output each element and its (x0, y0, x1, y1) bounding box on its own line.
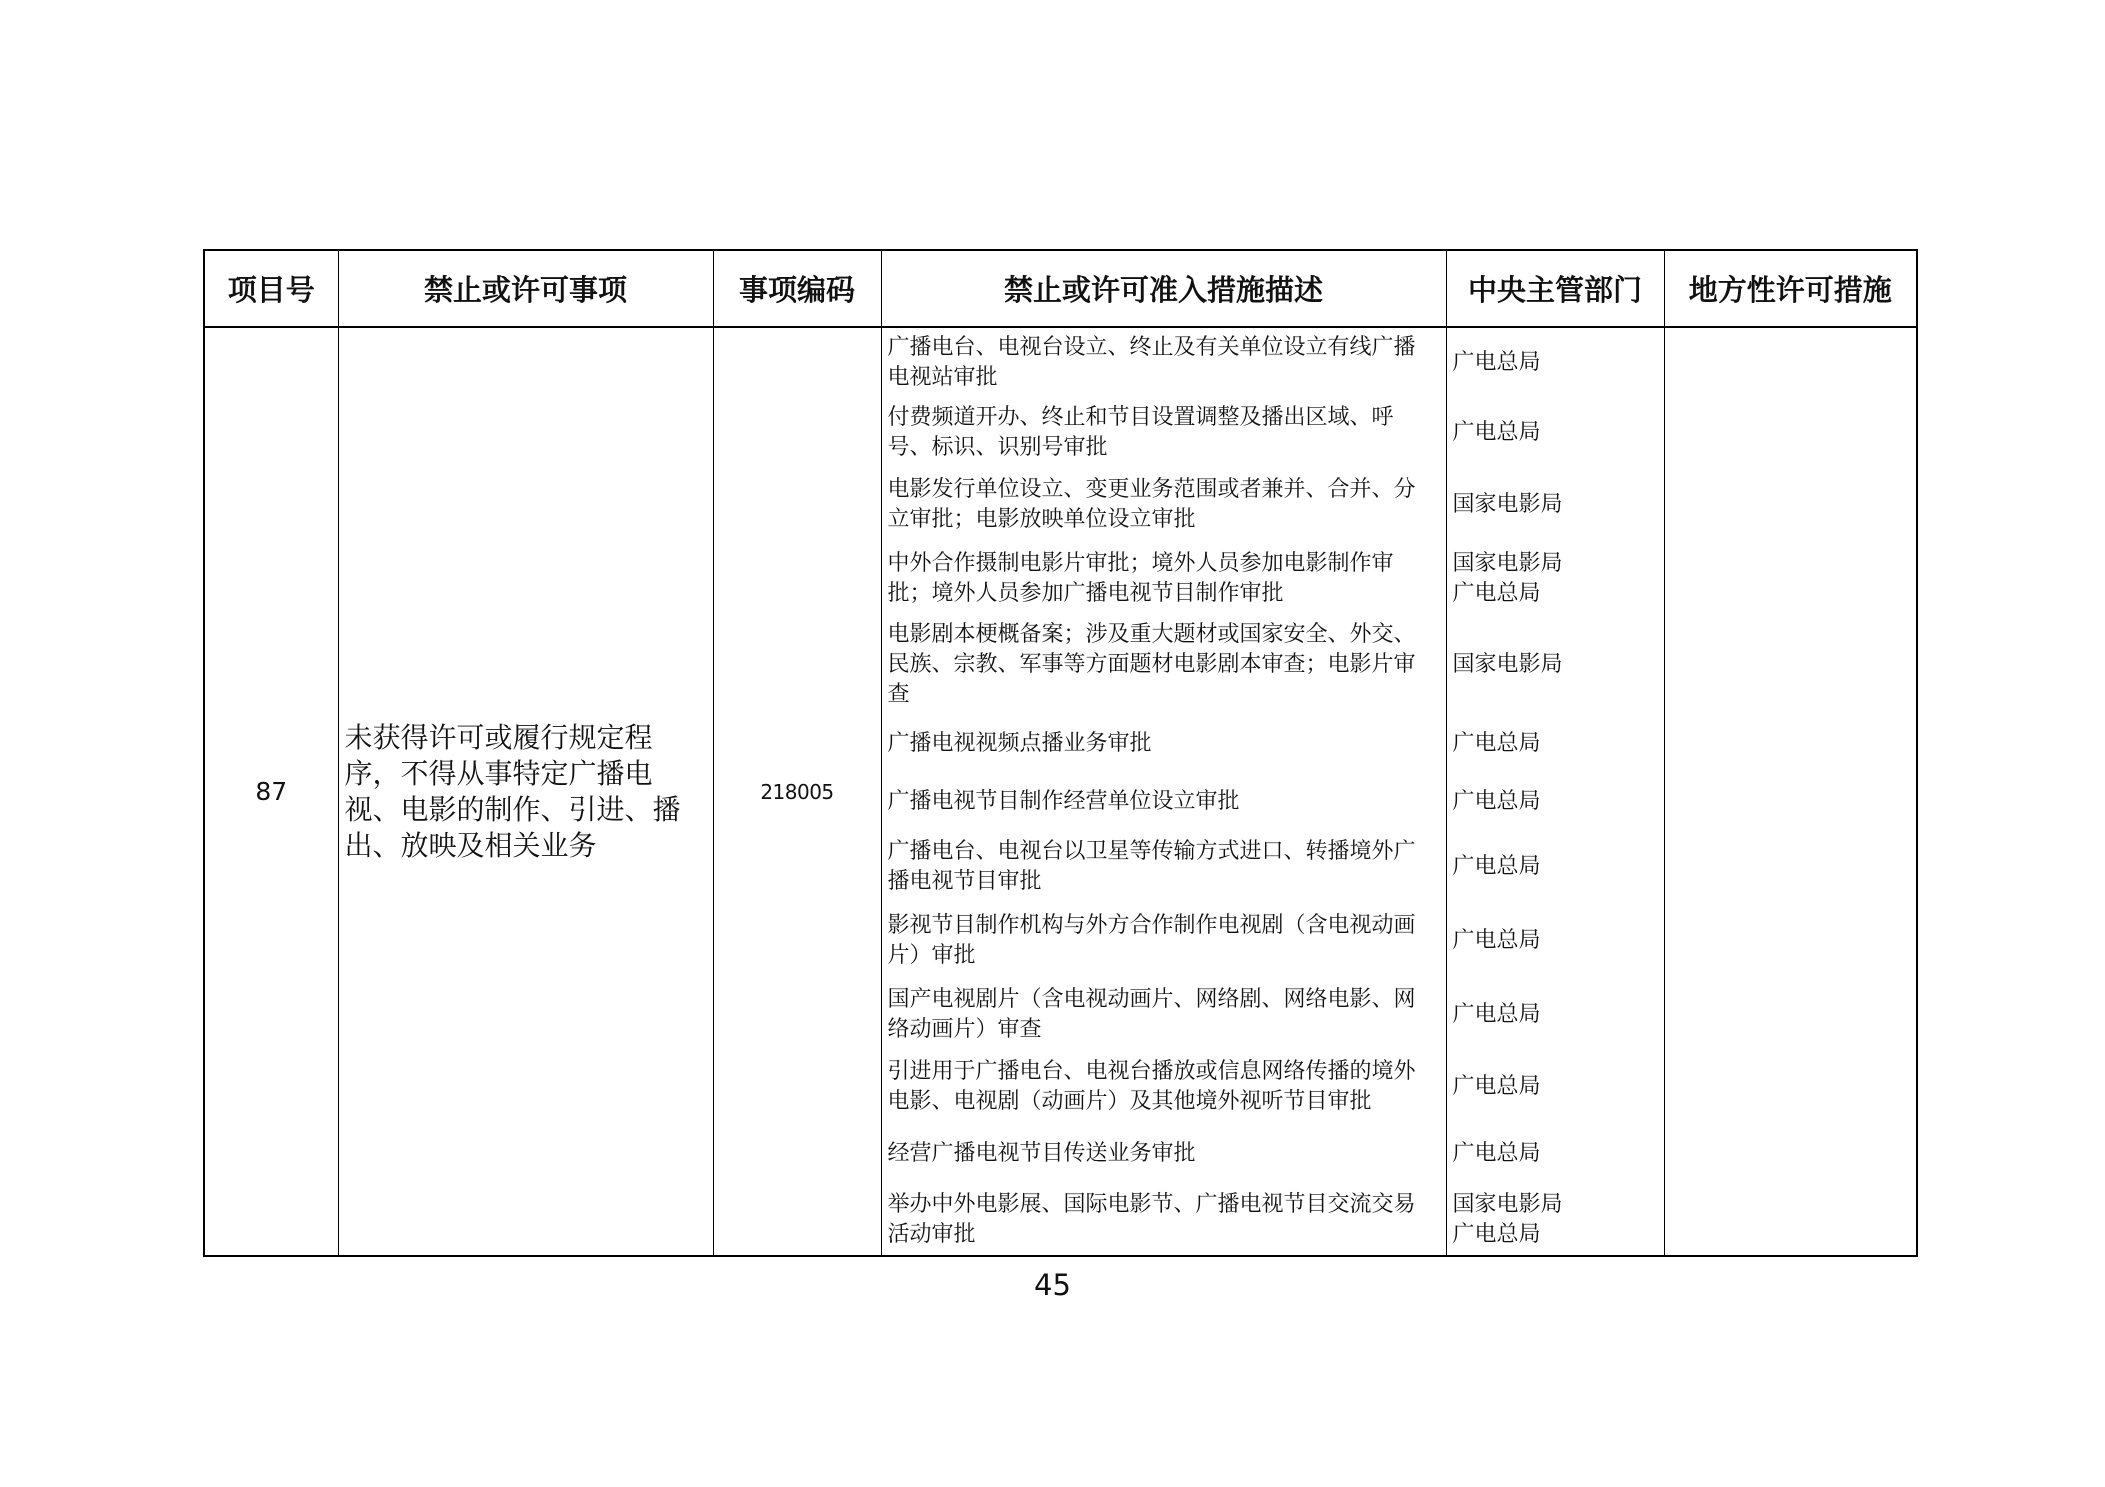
local-measure-cell (1664, 327, 1917, 1256)
department-name: 国家电影局 (1452, 550, 1563, 576)
department (1446, 773, 1664, 830)
measure-description: 经营广播电视节目传送业务审批 (881, 1123, 1446, 1184)
table-body (204, 327, 1917, 1256)
measure-description: 举办中外电影展、国际电影节、广播电视节目交流交易活动审批 (881, 1184, 1446, 1256)
department-name: 广电总局 (1452, 580, 1541, 606)
department (1446, 615, 1664, 715)
measure-description: 广播电视视频点播业务审批 (881, 715, 1446, 773)
department-name: 国家电影局 (1452, 1191, 1563, 1217)
permit-table (203, 249, 1918, 1257)
page-number: 45 (1034, 1268, 1071, 1302)
header-local-measure: 地方性许可措施 (1664, 250, 1917, 327)
department-name: 国家电影局 (1452, 492, 1563, 517)
measure-description: 广播电台、电视台以卫星等传输方式进口、转播境外广播电视节目审批 (881, 830, 1446, 904)
header-code: 事项编码 (713, 250, 881, 327)
measure-description: 广播电台、电视台设立、终止及有关单位设立有线广播电视站审批 (881, 327, 1446, 397)
department-name: 广电总局 (1452, 1001, 1541, 1027)
department (1446, 830, 1664, 904)
department-name: 广电总局 (1452, 349, 1541, 375)
measure-description: 国产电视剧片（含电视动画片、网络剧、网络电影、网络动画片）审查 (881, 978, 1446, 1051)
department (1446, 904, 1664, 978)
department (1446, 468, 1664, 542)
measure-description: 引进用于广播电台、电视台播放或信息网络传播的境外电影、电视剧（动画片）及其他境外视听节目审批 (881, 1051, 1446, 1123)
department (1446, 1184, 1664, 1256)
department-name: 广电总局 (1452, 928, 1541, 953)
department (1446, 397, 1664, 468)
department-name: 广电总局 (1452, 1140, 1541, 1166)
measure-description: 中外合作摄制电影片审批；境外人员参加电影制作审批；境外人员参加广播电视节目制作审批 (881, 542, 1446, 615)
department-name: 国家电影局 (1452, 652, 1563, 677)
department (1446, 1051, 1664, 1123)
department (1446, 327, 1664, 397)
department-name: 广电总局 (1452, 788, 1541, 814)
measure-description: 电影剧本梗概备案；涉及重大题材或国家安全、外交、民族、宗教、军事等方面题材电影剧本审查；电影片审查 (881, 615, 1446, 715)
department (1446, 715, 1664, 773)
department (1446, 542, 1664, 615)
measure-description: 电影发行单位设立、变更业务范围或者兼并、合并、分立审批；电影放映单位设立审批 (881, 468, 1446, 542)
item-code: 218005 (713, 327, 881, 1256)
department-name: 广电总局 (1452, 731, 1541, 756)
header-row (204, 250, 1917, 327)
header-matter: 禁止或许可事项 (338, 250, 713, 327)
header-description: 禁止或许可准入措施描述 (881, 250, 1446, 327)
measure-description: 广播电视节目制作经营单位设立审批 (881, 773, 1446, 830)
item-number: 87 (204, 327, 338, 1256)
header-item-number: 项目号 (204, 250, 338, 327)
department-name: 广电总局 (1452, 419, 1541, 445)
header-department: 中央主管部门 (1446, 250, 1664, 327)
department-name: 广电总局 (1452, 1221, 1541, 1247)
measure-description: 影视节目制作机构与外方合作制作电视剧（含电视动画片）审批 (881, 904, 1446, 978)
table-row (204, 327, 1917, 397)
department-name: 广电总局 (1452, 1074, 1541, 1099)
department (1446, 1123, 1664, 1184)
measure-description: 付费频道开办、终止和节目设置调整及播出区域、呼号、标识、识别号审批 (881, 397, 1446, 468)
department-name: 广电总局 (1452, 854, 1541, 879)
department (1446, 978, 1664, 1051)
item-matter: 未获得许可或履行规定程序，不得从事特定广播电视、电影的制作、引进、播出、放映及相关业务 (338, 327, 713, 1256)
